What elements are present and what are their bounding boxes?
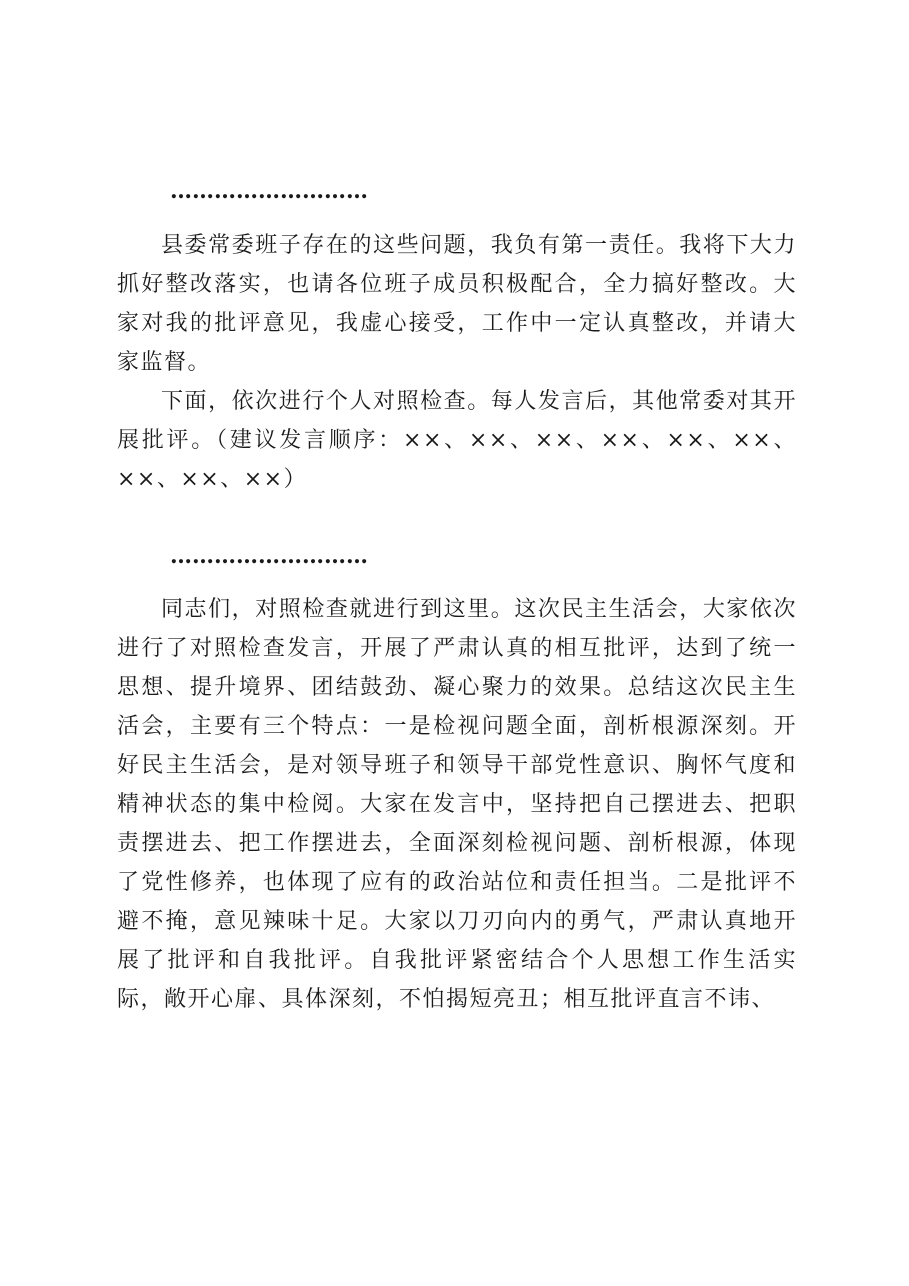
separator-dots-2: ……………………… xyxy=(170,543,368,569)
separator-dots-1: ……………………… xyxy=(170,178,368,204)
paragraph-2-block xyxy=(117,382,797,499)
paragraph-1-block xyxy=(117,226,797,382)
paragraph-3-block xyxy=(117,590,797,1019)
paragraph-3: 同志们，对照检查就进行到这里。这次民主生活会，大家依次进行了对照检查发言，开展了严肃认真的相互批评，达到了统一思想、提升境界、团结鼓劲、凝心聚力的效果。总结这次民主生活会，主要有三个特点：一是检视问题全面，剖析根源深刻。开好民主生活会，是对领导班子和领导干部党性意识、胸怀气度和精神状态的集中检阅。大家在发言中，坚持把自己摆进去、把职责摆进去、把工作摆进去，全面深刻检视问题、剖析根源，体现了党性修养，也体现了应有的政治站位和责任担当。二是批评不避不掩，意见辣味十足。大家以刀刃向内的勇气，严肃认真地开展了批评和自我批评。自我批评紧密结合个人思想工作生活实际，敞开心扉、具体深刻，不怕揭短亮丑；相互批评直言不讳、 xyxy=(117,597,797,1012)
paragraph-2: 下面，依次进行个人对照检查。每人发言后，其他常委对其开展批评。（建议发言顺序：××、××、××、××、××、××、××、××、××） xyxy=(117,389,797,492)
paragraph-1: 县委常委班子存在的这些问题，我负有第一责任。我将下大力抓好整改落实，也请各位班子成员积极配合，全力搞好整改。大家对我的批评意见，我虚心接受，工作中一定认真整改，并请大家监督。 xyxy=(117,233,797,375)
